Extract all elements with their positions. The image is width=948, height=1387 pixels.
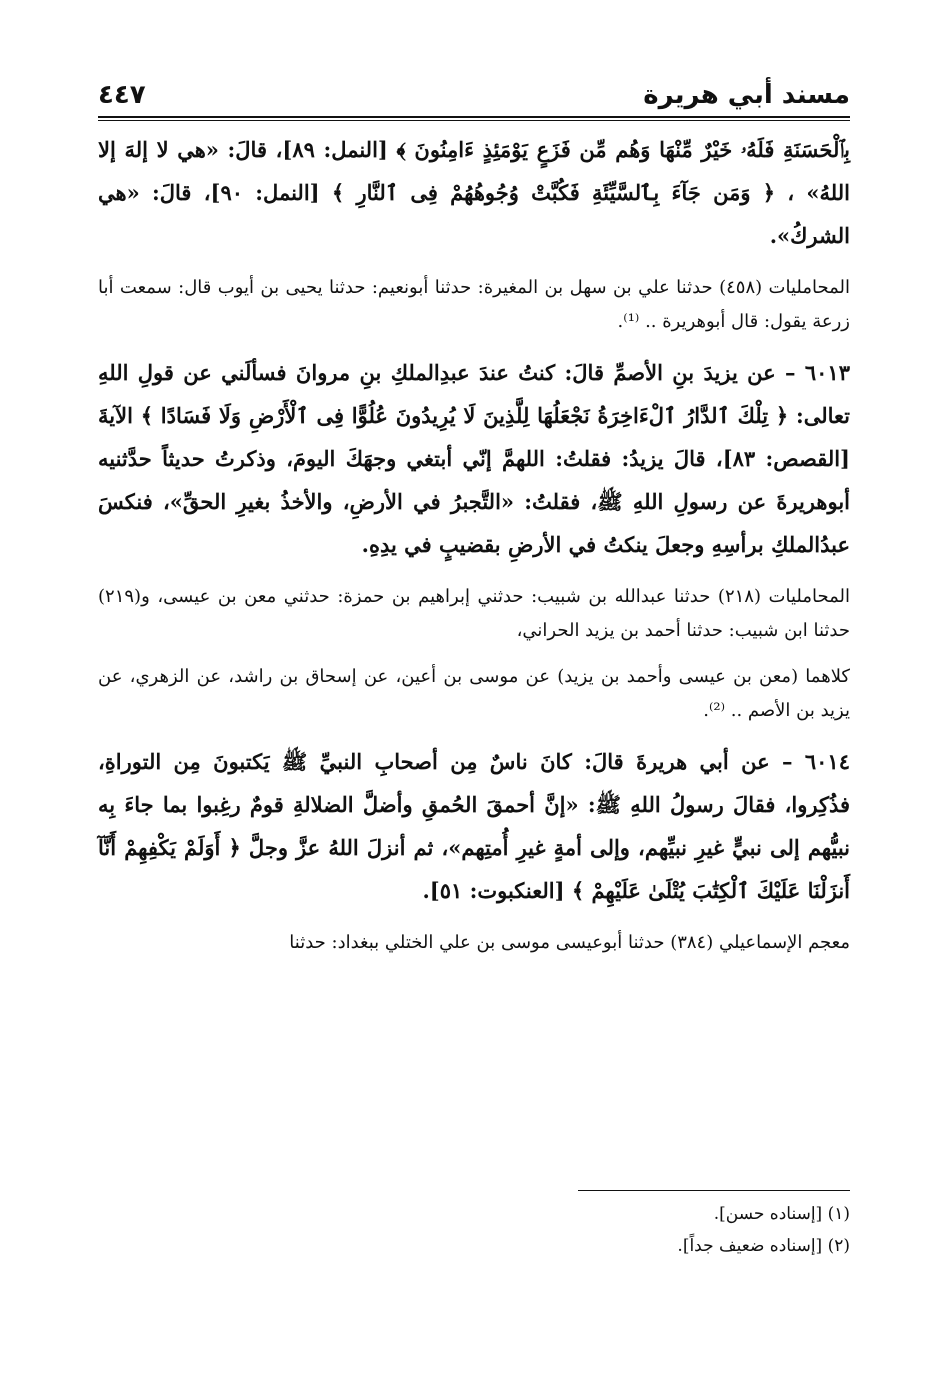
takhrij-paragraph: المحامليات (٢١٨) حدثنا عبدالله بن شبيب: حدثني إبراهيم بن حمزة: حدثني معن بن عيسى، و(٢١٩) حدثنا ابن شبيب: حدثنا أحمد بن يزيد الحراني، (98, 586, 851, 641)
takhrij-paragraph: المحامليات (٤٥٨) حدثنا علي بن سهل بن المغيرة: حدثنا أبونعيم: حدثنا يحيى بن أيوب قال: سمعت أبا زرعة يقول: قال أبوهريرة .. ⁽¹⁾. (98, 277, 850, 332)
takhrij-paragraph: معجم الإسماعيلي (٣٨٤) حدثنا أبوعيسى موسى بن علي الختلي ببغداد: حدثنا (289, 932, 850, 953)
footnotes (98, 1198, 850, 1262)
footnote-separator (578, 1190, 850, 1191)
page-body (98, 128, 850, 972)
book-page (98, 70, 850, 1360)
header-rule-thin (98, 120, 850, 121)
footnote-1: (١) [إسناده حسن]. (713, 1204, 850, 1224)
takhrij-paragraph: كلاهما (معن بن عيسى وأحمد بن يزيد) عن موسى بن أعين، عن إسحاق بن راشد، عن الزهري، عن يزيد بن الأصم .. ⁽²⁾. (98, 666, 850, 721)
hadith-continuation: بِٱلْحَسَنَةِ فَلَهُۥ خَيْرٌ مِّنْهَا وَهُم مِّن فَزَعٍ يَوْمَئِذٍ ءَامِنُونَ ﴾ [النمل: ٨٩]، قالَ: «هي لا إلهَ إلا اللهُ» ، ﴿ وَمَن جَآءَ بِٱلسَّيِّئَةِ فَكُبَّتْ وُجُوهُهُمْ فِى ٱلنَّارِ ﴾ [النمل: ٩٠]، قالَ: «هي الشركُ». (98, 137, 850, 248)
page-header (98, 70, 850, 116)
footnote-2: (٢) [إسناده ضعيف جداً]. (677, 1236, 850, 1256)
hadith-6013: ٦٠١٣ – عن يزيدَ بنِ الأصمِّ قالَ: كنتُ عندَ عبدِالملكِ بنِ مروانَ فسألَني عن قولِ اللهِ تعالى: ﴿ تِلْكَ ٱلدَّارُ ٱلْءَاخِرَةُ نَجْعَلُهَا لِلَّذِينَ لَا يُرِيدُونَ عُلُوًّا فِى ٱلْأَرْضِ وَلَا فَسَادًا ﴾ الآيةَ [القصص: ٨٣]، قالَ يزيدُ: فقلتُ: اللهمَّ إنّي أبتغي وجهَكَ اليومَ، وذكرتُ حديثاً حدَّثنيه أبوهريرةَ عن رسولِ اللهِ ﷺ، فقلتُ: «التَّجبرُ في الأرضِ، والأخذُ بغيرِ الحقِّ»، فنكسَ عبدُالملكِ برأسِهِ وجعلَ ينكتُ في الأرضِ بقضيبٍ في يدِهِ. (98, 360, 850, 557)
running-title: مسند أبي هريرة (643, 80, 850, 110)
hadith-6014: ٦٠١٤ – عن أبي هريرةَ قالَ: كانَ ناسٌ مِن أصحابِ النبيِّ ﷺ يَكتبونَ مِن التوراةِ، فذُكِروا، فقالَ رسولُ اللهِ ﷺ: «إنَّ أحمقَ الحُمقِ وأضلَّ الضلالةِ قومٌ رغِبوا بما جاءَ بِه نبيُّهم إلى نبيٍّ غيرِ نبيِّهم، وإلى أمةٍ غيرِ أُمتِهم»، ثم أنزلَ اللهُ عزَّ وجلَّ ﴿ أَوَلَمْ يَكْفِهِمْ أَنَّآ أَنزَلْنَا عَلَيْكَ ٱلْكِتَٰبَ يُتْلَىٰ عَلَيْهِمْ ﴾ [العنكبوت: ٥١]. (98, 749, 850, 903)
header-rule (98, 116, 850, 118)
page-number: ٤٤٧ (98, 80, 146, 110)
